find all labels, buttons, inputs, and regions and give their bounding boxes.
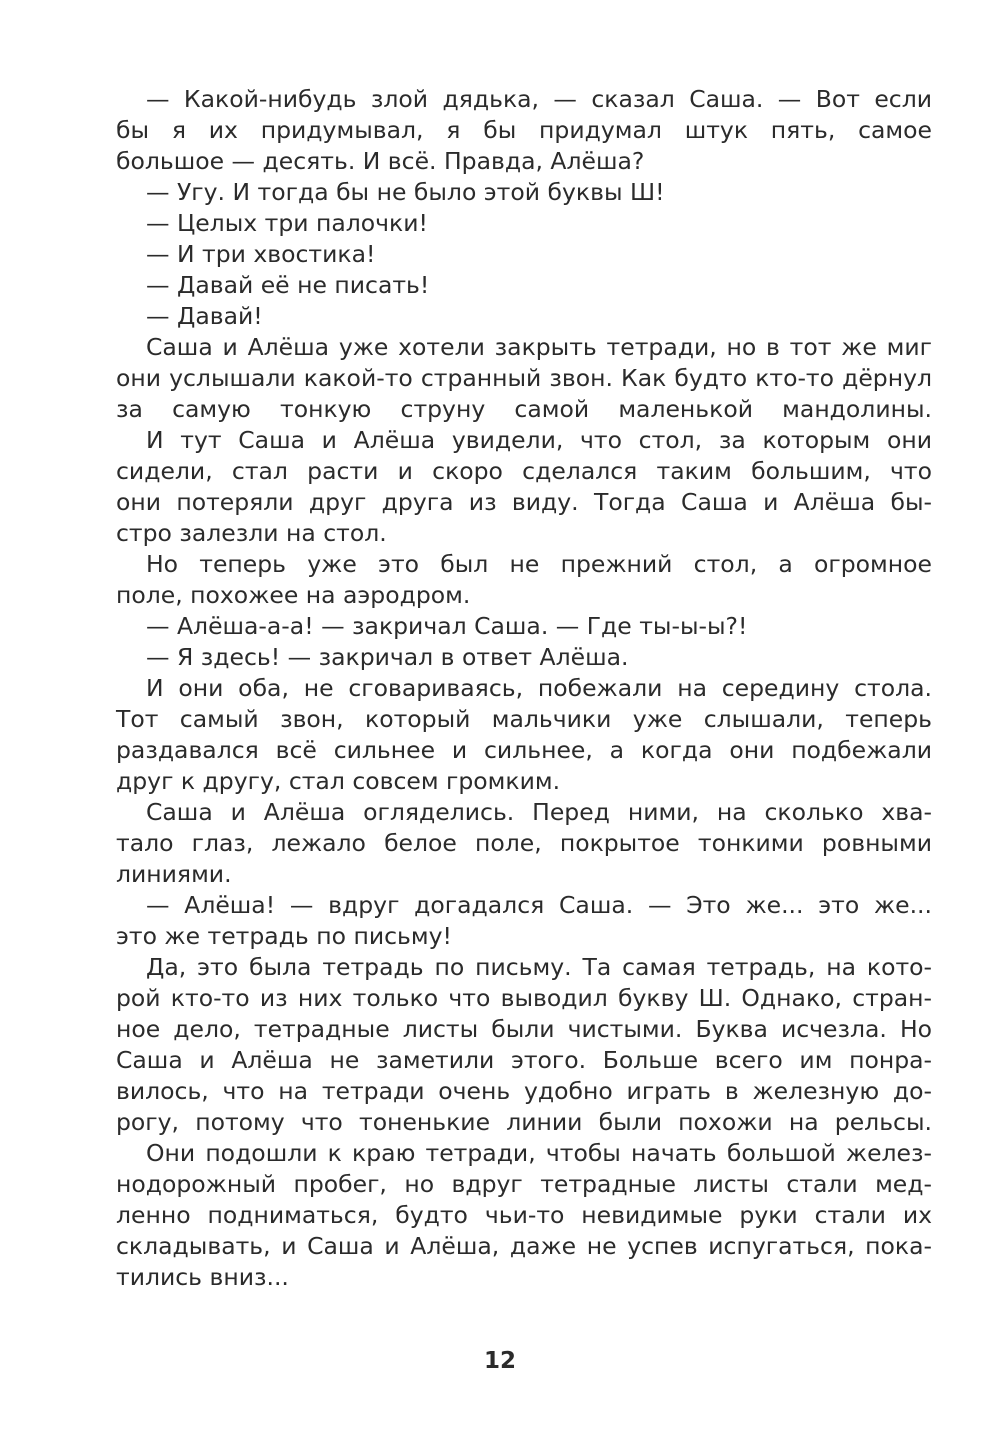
text-line: — Давай её не писать! — [146, 271, 430, 299]
text-line: Но теперь уже это был не прежний стол, а огромное — [146, 550, 932, 578]
text-line: бы я их придумывал, я бы придумал штук пять, самое — [116, 116, 932, 144]
text-line: тились вниз... — [116, 1263, 289, 1291]
text-line: ное дело, тетрадные листы были чистыми. Буква исчезла. Но — [116, 1015, 932, 1043]
text-line: рогу, потому что тоненькие линии были похожи на рельсы. — [116, 1108, 932, 1136]
text-line: поле, похожее на аэродром. — [116, 581, 471, 609]
text-line: Саша и Алёша не заметили этого. Больше всего им понра- — [116, 1046, 932, 1074]
text-line: И они оба, не сговариваясь, побежали на середину стола. — [146, 674, 932, 702]
text-line: линиями. — [116, 860, 232, 888]
text-line: — Я здесь! — закричал в ответ Алёша. — [146, 643, 629, 671]
text-line: стро залезли на стол. — [116, 519, 387, 547]
text-line: раздавался всё сильнее и сильнее, а когда они подбежали — [116, 736, 932, 764]
text-line: — Какой-нибудь злой дядька, — сказал Саша. — Вот если — [146, 85, 932, 113]
text-line: они потеряли друг друга из виду. Тогда Саша и Алёша бы- — [116, 488, 932, 516]
text-line: сидели, стал расти и скоро сделался таким большим, что — [116, 457, 932, 485]
text-line: нодорожный пробег, но вдруг тетрадные листы стали мед- — [116, 1170, 932, 1198]
text-line: рой кто-то из них только что выводил букву Ш. Однако, стран- — [116, 984, 932, 1012]
text-line: — Целых три палочки! — [146, 209, 428, 237]
text-line: друг к другу, стал совсем громким. — [116, 767, 561, 795]
text-line: Да, это была тетрадь по письму. Та самая тетрадь, на кото- — [146, 953, 932, 981]
text-line: И тут Саша и Алёша увидели, что стол, за которым они — [146, 426, 932, 454]
text-line: — Алёша! — вдруг догадался Саша. — Это же... это же... — [146, 891, 932, 919]
text-line: ленно подниматься, будто чьи-то невидимые руки стали их — [116, 1201, 932, 1229]
text-line: — Алёша-а-а! — закричал Саша. — Где ты-ы-ы?! — [146, 612, 748, 640]
text-line: — Угу. И тогда бы не было этой буквы Ш! — [146, 178, 665, 206]
text-line: Саша и Алёша огляделись. Перед ними, на сколько хва- — [146, 798, 932, 826]
text-line: Они подошли к краю тетради, чтобы начать большой желез- — [146, 1139, 932, 1167]
page-body — [116, 84, 932, 1293]
text-line: это же тетрадь по письму! — [116, 922, 452, 950]
page-number: 12 — [483, 1348, 516, 1374]
text-line: за самую тонкую струну самой маленькой мандолины. — [116, 395, 932, 423]
text-line: тало глаз, лежало белое поле, покрытое тонкими ровными — [116, 829, 932, 857]
text-line: Тот самый звон, который мальчики уже слышали, теперь — [116, 705, 932, 733]
text-line: Саша и Алёша уже хотели закрыть тетради, но в тот же миг — [146, 333, 932, 361]
text-line: — Давай! — [146, 302, 263, 330]
text-line: большое — десять. И всё. Правда, Алёша? — [116, 147, 645, 175]
text-line: складывать, и Саша и Алёша, даже не успев испугаться, пока- — [116, 1232, 932, 1260]
text-line: — И три хвостика! — [146, 240, 376, 268]
text-line: вилось, что на тетради очень удобно играть в железную до- — [116, 1077, 932, 1105]
text-line: они услышали какой-то странный звон. Как будто кто-то дёрнул — [116, 364, 932, 392]
